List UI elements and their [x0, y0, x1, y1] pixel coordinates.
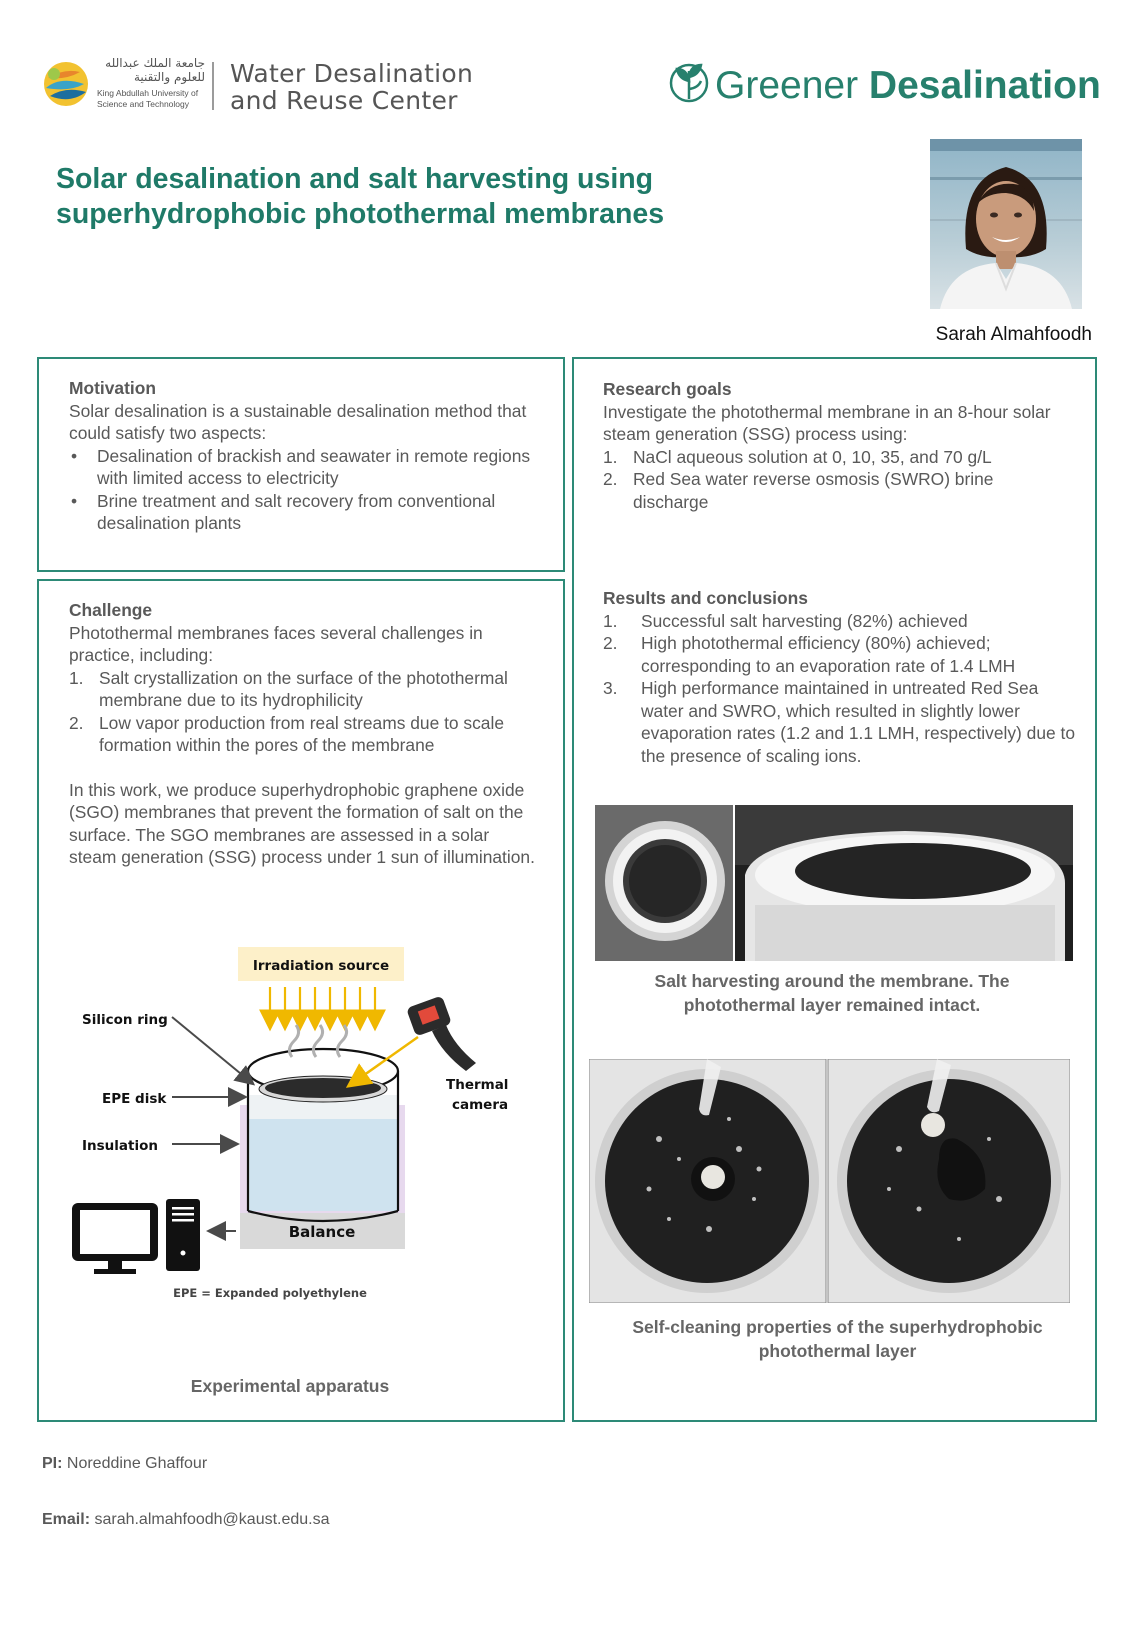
- list-number: 1.: [603, 610, 618, 631]
- motivation-list: [69, 445, 539, 535]
- self-cleaning-caption: Self-cleaning properties of the superhydrophobic photothermal layer: [632, 1317, 1043, 1361]
- irradiation-source-label: Irradiation source: [252, 958, 390, 974]
- epe-disk-label: EPE disk: [102, 1091, 167, 1107]
- camera-label: camera: [452, 1097, 509, 1113]
- epe-footnote: EPE = Expanded polyethylene: [173, 1286, 367, 1300]
- salt-harvesting-photo: [595, 805, 1073, 961]
- list-text: Successful salt harvesting (82%) achieved: [641, 610, 968, 631]
- motivation-intro: Solar desalination is a sustainable desalination method that could satisfy two aspects:: [69, 400, 527, 443]
- list-text: High performance maintained in untreated Red Sea water and SWRO, which resulted in slightly lower evaporation rates (1.2 and 1.1 LMH, respectively) due to the presence of scaling ions.: [641, 678, 1076, 766]
- author-photo: [930, 139, 1082, 309]
- membrane-disk: [265, 1078, 381, 1098]
- challenge-list: [69, 667, 539, 757]
- list-text: NaCl aqueous solution at 0, 10, 35, and 70 g/L: [633, 446, 992, 467]
- salt-harvesting-caption: Salt harvesting around the membrane. The photothermal layer remained intact.: [654, 971, 1010, 1015]
- list-item: [603, 632, 1078, 677]
- list-item: [603, 677, 1078, 767]
- results-heading: Results and conclusions: [603, 588, 808, 608]
- list-text: Low vapor production from real streams due to scale formation within the pores of the membrane: [99, 712, 505, 755]
- light-rays: [270, 987, 375, 1027]
- kaust-arabic-name: جامعة الملك عبدالله للعلوم والتقنية: [105, 56, 205, 84]
- list-text: High photothermal efficiency (80%) achieved; corresponding to an evaporation rate of 1.4 LMH: [641, 633, 1016, 676]
- list-number: 3.: [603, 678, 618, 698]
- list-number: 1.: [69, 667, 84, 688]
- list-text: Salt crystallization on the surface of the photothermal membrane due to its hydrophilicity: [99, 667, 508, 710]
- challenge-body: In this work, we produce superhydrophobic graphene oxide (SGO) membranes that prevent the formation of salt on the surface. The SGO membranes are assessed in a solar steam generation (SSG) process under 1 sun of illumination.: [69, 779, 535, 867]
- center-name-line-2: and Reuse Center: [230, 86, 458, 115]
- computer-icon: [72, 1199, 200, 1274]
- pi-label: PI:: [42, 1455, 63, 1472]
- silicon-ring-label: Silicon ring: [82, 1012, 168, 1028]
- research-goals-intro: Investigate the photothermal membrane in an 8-hour solar steam generation (SSG) process using:: [603, 401, 1051, 444]
- apparatus-caption: Experimental apparatus: [190, 1376, 390, 1396]
- research-goals-section: [603, 378, 1073, 513]
- list-text: Red Sea water reverse osmosis (SWRO) brine discharge: [633, 469, 994, 512]
- email-line: [42, 1511, 330, 1529]
- email-label: Email:: [42, 1511, 91, 1528]
- thermal-camera-icon: [406, 995, 476, 1071]
- challenge-intro: Photothermal membranes faces several challenges in practice, including:: [69, 622, 483, 665]
- list-item: [603, 610, 1078, 633]
- pi-name: Noreddine Ghaffour: [62, 1455, 208, 1472]
- brand-light-text: Greener: [715, 64, 869, 107]
- experimental-apparatus-diagram: [60, 945, 540, 1335]
- email-address[interactable]: sarah.almahfoodh@kaust.edu.sa: [90, 1511, 330, 1528]
- research-goals-heading: Research goals: [603, 379, 732, 399]
- kaust-english-line-2: Science and Technology: [97, 99, 189, 109]
- list-number: 2.: [603, 469, 618, 489]
- balance-label: Balance: [288, 1223, 356, 1241]
- research-goals-list: [603, 446, 1073, 514]
- self-cleaning-photo: [589, 1059, 1070, 1303]
- list-number: 2.: [603, 633, 618, 653]
- list-item: [69, 667, 539, 712]
- list-item: [69, 712, 539, 757]
- kaust-english-name: [97, 88, 212, 110]
- insulation-label: Insulation: [82, 1138, 158, 1154]
- kaust-logo: [40, 58, 92, 110]
- greener-desalination-leaf-icon: [665, 57, 713, 105]
- motivation-section: [69, 377, 539, 535]
- list-number: 1.: [603, 446, 618, 467]
- brand-bold-text: Desalination: [868, 64, 1101, 107]
- list-number: 2.: [69, 712, 84, 733]
- kaust-english-line-1: King Abdullah University of: [97, 88, 199, 98]
- author-name: Sarah Almahfoodh: [935, 324, 1092, 345]
- greener-desalination-brand: [715, 64, 1101, 108]
- pi-line: [42, 1455, 207, 1473]
- thermal-label: Thermal: [446, 1077, 509, 1093]
- center-name-line-1: Water Desalination: [230, 59, 474, 88]
- list-item: [603, 468, 1073, 513]
- motivation-heading: Motivation: [69, 378, 156, 398]
- results-list: [603, 610, 1078, 768]
- header-divider: [212, 62, 214, 110]
- poster-title: Solar desalination and salt harvesting using superhydrophobic photothermal membranes: [56, 163, 665, 230]
- results-section: [603, 587, 1078, 767]
- challenge-section: [69, 599, 539, 869]
- list-item: [603, 446, 1073, 469]
- list-item: • Brine treatment and salt recovery from conventional desalination plants: [69, 490, 539, 535]
- list-item: • Desalination of brackish and seawater in remote regions with limited access to electricity: [69, 445, 539, 490]
- center-name: [230, 60, 473, 114]
- challenge-heading: Challenge: [69, 600, 153, 620]
